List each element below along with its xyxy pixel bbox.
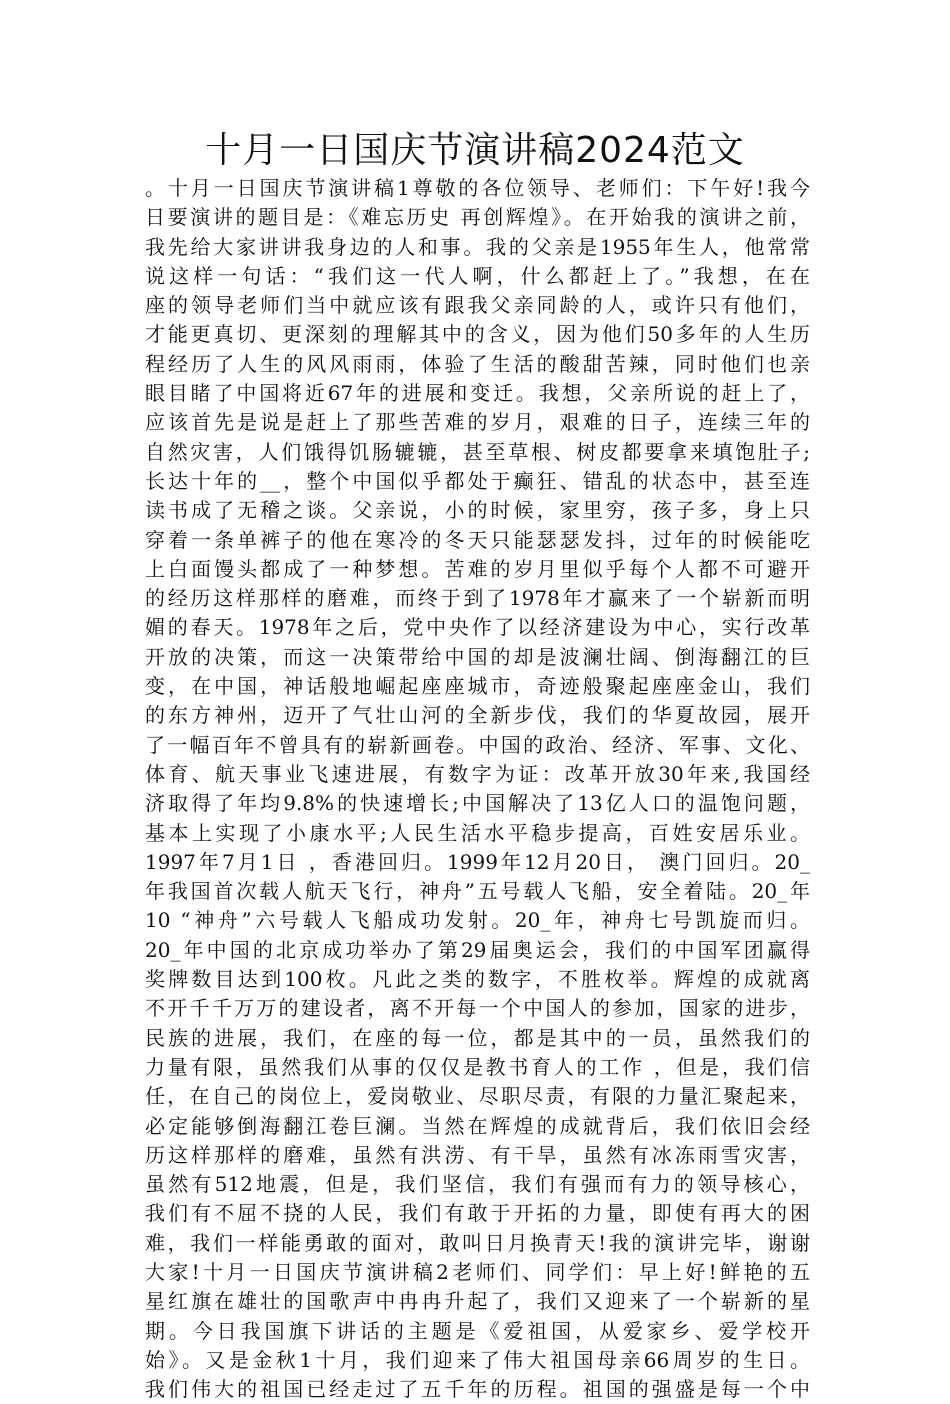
body-line: 读书成了无稽之谈。父亲说，小的时候，家里穷，孩子多，身上只 [145, 498, 810, 523]
body-line: 变，在中国，神话般地崛起座座城市，奇迹般聚起座座金山，我们 [145, 674, 810, 699]
body-line: 难，我们一样能勇敢的面对，敢叫日月换青天!我的演讲完毕，谢谢 [145, 1230, 810, 1255]
body-line: 星红旗在雄壮的国歌声中冉冉升起了，我们又迎来了一个崭新的星 [145, 1289, 810, 1314]
body-line: 眼目睹了中国将近67年的进展和变迁。我想，父亲所说的赶上了， [145, 381, 810, 406]
body-line: 。十月一日国庆节演讲稿1尊敬的各位领导、老师们：下午好!我今 [145, 176, 810, 200]
document-body [145, 174, 810, 1404]
body-line: 年我国首次载人航天飞行，神舟”五号载人飞船，安全着陆。20_年 [145, 879, 810, 904]
body-line: 了一幅百年不曾具有的崭新画卷。中国的政治、经济、军事、文化、 [145, 732, 810, 757]
body-line: 程经历了人生的风风雨雨，体验了生活的酸甜苦辣，同时他们也亲 [145, 351, 810, 376]
body-line: 应该首先是说是赶上了那些苦难的岁月，艰难的日子，连续三年的 [145, 410, 810, 435]
body-line: 历这样那样的磨难，虽然有洪涝、有干旱，虽然有冰冻雨雪灾害， [145, 1142, 810, 1167]
body-line: 1997年7月1日 ，香港回归。1999年12月20日， 澳门回归。20_ [145, 849, 810, 874]
body-line: 座的领导老师们当中就应该有跟我父亲同龄的人，或许只有他们， [145, 293, 810, 318]
body-line: 上白面馒头都成了一种梦想。苦难的岁月里似乎每个人都不可避开 [145, 556, 810, 581]
body-line: 必定能够倒海翻江卷巨澜。当然在辉煌的成就背后，我们依旧会经 [145, 1113, 810, 1138]
body-line: 的经历这样那样的磨难，而终于到了1978年才赢来了一个崭新而明 [145, 586, 810, 611]
body-line: 大家!十月一日国庆节演讲稿2老师们、同学们：早上好!鲜艳的五 [145, 1259, 810, 1284]
body-line: 我们有不屈不挠的人民，我们有敢于开拓的力量，即使有再大的困 [145, 1201, 810, 1226]
body-line: 媚的春天。1978年之后，党中央作了以经济建设为中心，实行改革 [145, 615, 810, 640]
body-line: 20_年中国的北京成功举办了第29届奥运会，我们的中国军团赢得 [145, 937, 810, 962]
body-line: 10 “神舟”六号载人飞船成功发射。20_年，神舟七号凯旋而归。 [145, 908, 810, 933]
body-line: 民族的进展，我们，在座的每一位，都是其中的一员，虽然我们的 [145, 1025, 810, 1050]
document-title: 十月一日国庆节演讲稿2024范文 [205, 130, 745, 171]
body-line: 才能更真切、更深刻的理解其中的含义，因为他们50多年的人生历 [145, 322, 810, 347]
body-line: 的东方神州，迈开了气壮山河的全新步伐，我们的华夏故园，展开 [145, 703, 810, 728]
body-line: 不开千千万万的建设者，离不开每一个中国人的参加，国家的进步， [145, 996, 810, 1021]
body-line: 自然灾害，人们饿得饥肠辘辘，甚至草根、树皮都要拿来填饱肚子; [145, 439, 810, 464]
body-line: 基本上实现了小康水平;人民生活水平稳步提高，百姓安居乐业。 [145, 820, 810, 845]
body-line: 期。今日我国旗下讲话的主题是《爱祖国，从爱家乡、爱学校开 [145, 1318, 810, 1343]
body-line: 任，在自己的岗位上，爱岗敬业、尽职尽责，有限的力量汇聚起来， [145, 1084, 810, 1109]
body-line: 说这样一句话：“我们这一代人啊，什么都赶上了。”我想，在在 [145, 263, 810, 288]
body-line: 我先给大家讲讲我身边的人和事。我的父亲是1955年生人，他常常 [145, 234, 810, 259]
body-line: 日要演讲的题目是：《难忘历史 再创辉煌》。在开始我的演讲之前， [145, 205, 810, 230]
body-line: 开放的决策，而这一决策带给中国的却是波澜壮阔、倒海翻江的巨 [145, 644, 810, 669]
body-line: 长达十年的__，整个中国似乎都处于癫狂、错乱的状态中，甚至连 [145, 468, 810, 493]
body-line: 始》。又是金秋1十月，我们迎来了伟大祖国母亲66周岁的生日。 [145, 1347, 810, 1372]
body-line: 力量有限，虽然我们从事的仅仅是教书育人的工作 ，但是，我们信 [145, 1054, 810, 1079]
body-line: 济取得了年均9.8%的快速增长;中国解决了13亿人口的温饱问题， [145, 791, 810, 816]
body-line: 体育、航天事业飞速进展，有数字为证：改革开放30年来,我国经 [145, 761, 810, 786]
body-line: 穿着一条单裤子的他在寒冷的冬天只能瑟瑟发抖，过年的时候能吃 [145, 527, 810, 552]
body-line: 虽然有512地震，但是，我们坚信，我们有强而有力的领导核心， [145, 1172, 810, 1197]
body-line: 我们伟大的祖国已经走过了五千年的历程。祖国的强盛是每一个中 [145, 1377, 810, 1402]
body-line: 奖牌数目达到100枚。凡此之类的数字，不胜枚举。辉煌的成就离 [145, 967, 810, 992]
